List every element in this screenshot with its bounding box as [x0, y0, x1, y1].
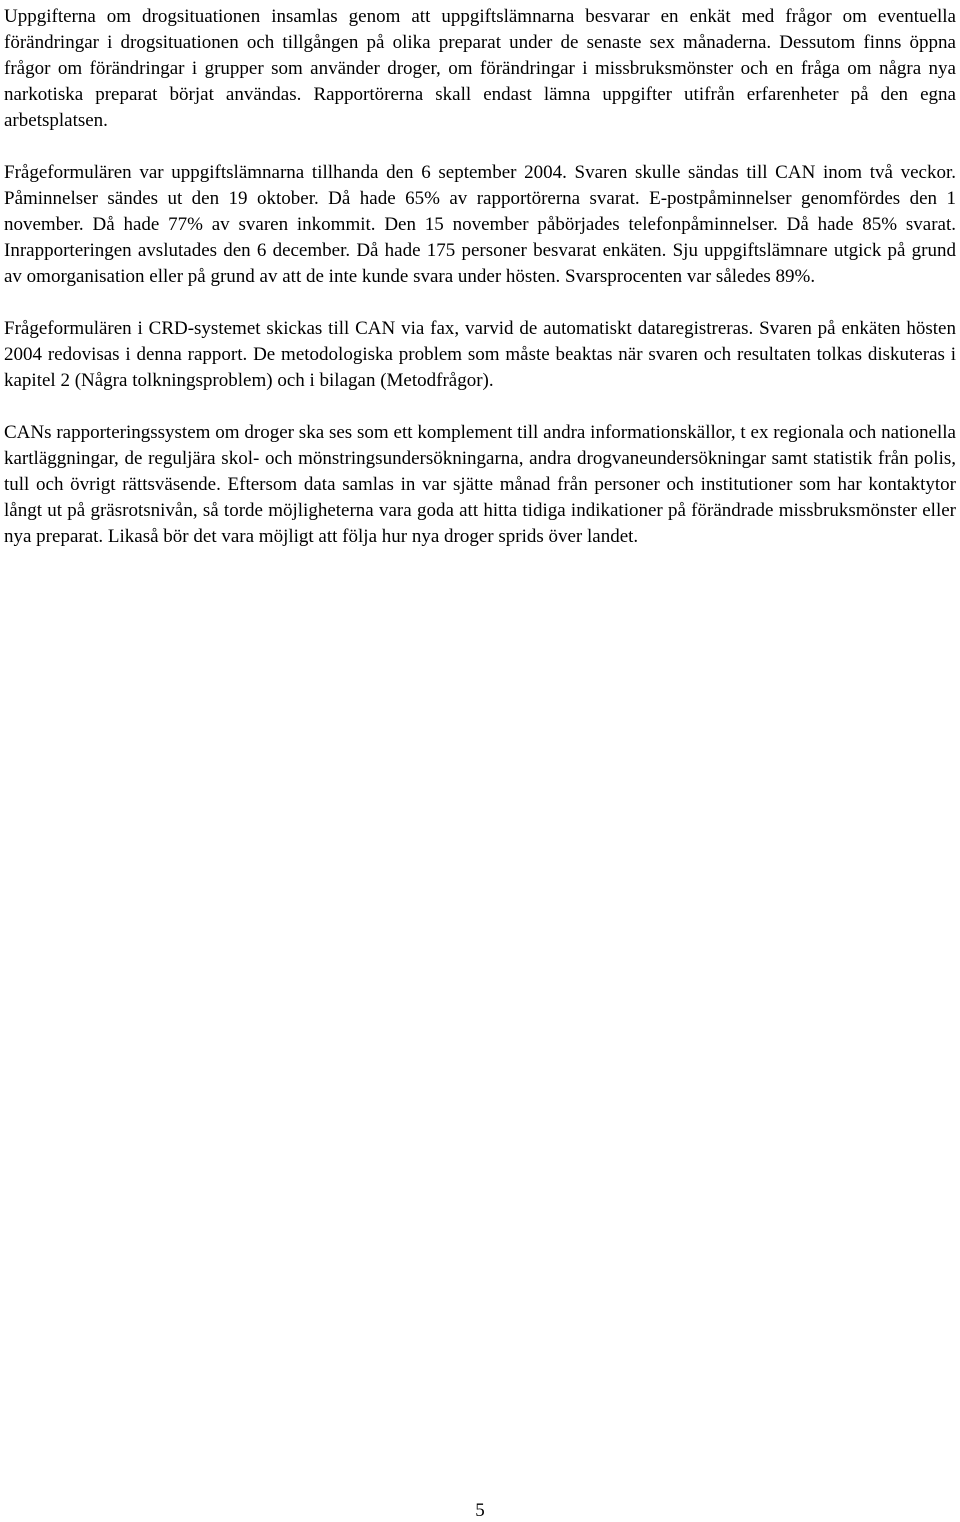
paragraph-response-timeline: Frågeformulären var uppgiftslämnarna tillhanda den 6 september 2004. Svaren skulle sändas till CAN inom två veckor. Påminnelser sändes ut den 19 oktober. Då hade 65% av rapportörerna svarat. E-postpåminnelser genomfördes den 1 november. Då hade 77% av svaren inkommit. Den 15 november påbörjades telefonpåminnelser. Då hade 85% svarat. Inrapporteringen avslutades den 6 december. Då hade 175 personer besvarat enkäten. Sju uppgiftslämnare utgick på grund av omorganisation eller på grund av att de inte kunde svara under hösten. Svarsprocenten var således 89%.	[4, 162, 956, 287]
paragraph-data-collection: Uppgifterna om drogsituationen insamlas genom att uppgiftslämnarna besvarar en enkät med frågor om eventuella förändringar i drogsituationen och tillgången på olika preparat under de senaste sex månaderna. Dessutom finns öppna frågor om förändringar i grupper som använder droger, om förändringar i missbruksmönster och en fråga om några nya narkotiska preparat börjat användas. Rapportörerna skall endast lämna uppgifter utifrån erfarenheter på den egna arbetsplatsen.	[4, 6, 956, 131]
page-number: 5	[475, 1500, 485, 1521]
paragraph-reporting-system: CANs rapporteringssystem om droger ska ses som ett komplement till andra informationskällor, t ex regionala och nationella kartläggningar, de reguljära skol- och mönstringsundersökningarna, andra drogvaneundersökningar samt statistik från polis, tull och övrigt rättsväsende. Eftersom data samlas in var sjätte månad från personer och institutioner som har kontaktytor långt ut på gräsrotsnivån, så torde möjligheterna vara goda att hitta tidiga indikationer på förändrade missbruksmönster eller nya preparat. Likaså bör det vara möjligt att följa hur nya droger sprids över landet.	[4, 422, 956, 547]
paragraph-crd-system: Frågeformulären i CRD-systemet skickas till CAN via fax, varvid de automatiskt dataregistreras. Svaren på enkäten hösten 2004 redovisas i denna rapport. De metodologiska problem som måste beaktas när svaren och resultaten tolkas diskuteras i kapitel 2 (Några tolkningsproblem) och i bilagan (Metodfrågor).	[4, 318, 956, 391]
body-text	[4, 4, 956, 576]
